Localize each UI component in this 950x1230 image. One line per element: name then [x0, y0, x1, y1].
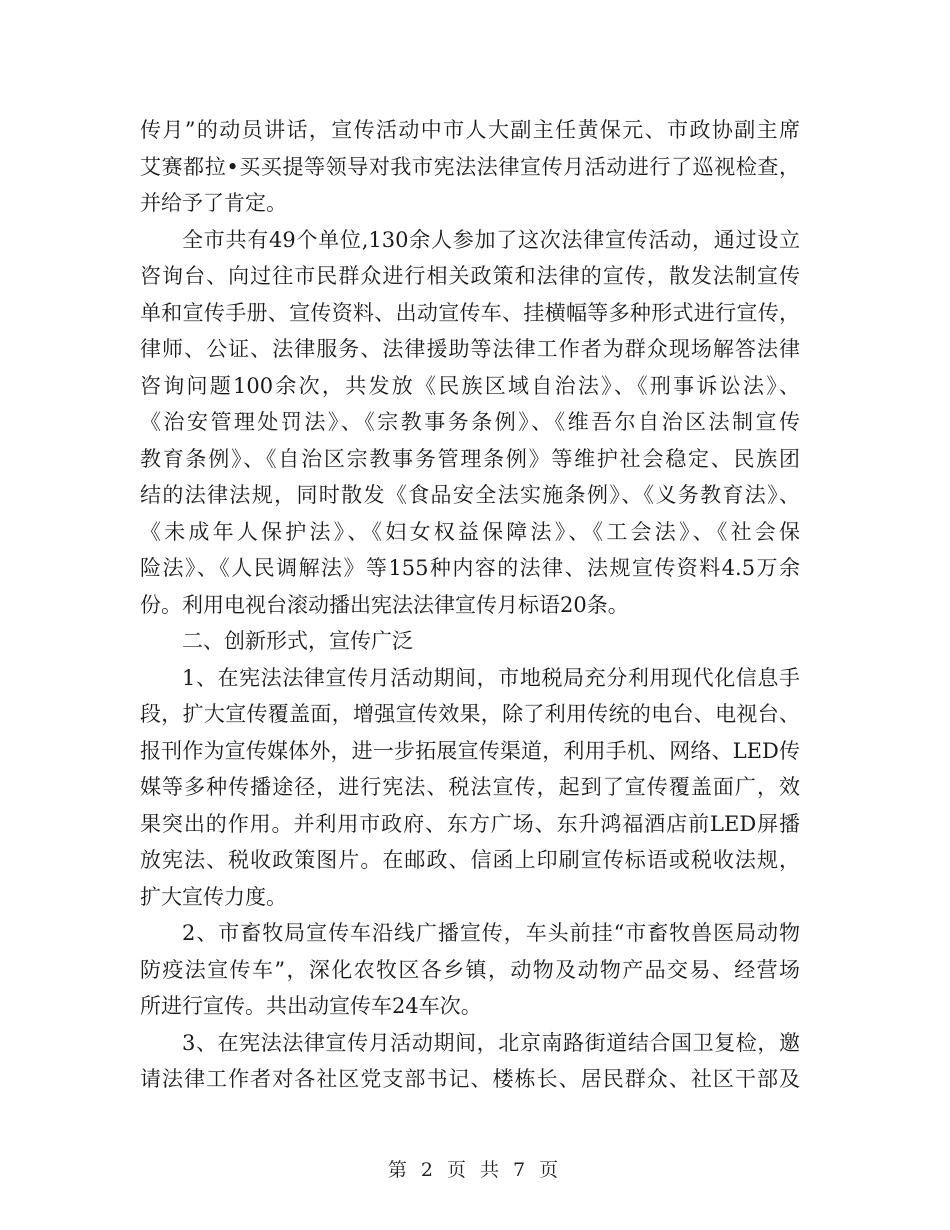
- text-line: 所进行宣传。共出动宣传车24车次。: [140, 994, 482, 1018]
- text-line: 险法》、《人民调解法》等155种内容的法律、法规宣传资料4.5万余: [140, 556, 800, 580]
- text-line: 《治安管理处罚法》、《宗教事务条例》、《维吾尔自治区法制宣传: [140, 410, 800, 434]
- text-line: 果突出的作用。并利用市政府、东方广场、东升鸿福酒店前LED屏播: [140, 811, 800, 836]
- text-line: 3、在宪法法律宣传月活动期间，北京南路街道结合国卫复检，邀: [182, 1030, 800, 1055]
- text-line: 教育条例》、《自治区宗教事务管理条例》等维护社会稳定、民族团: [140, 446, 800, 471]
- text-line: 请法律工作者对各社区党支部书记、楼栋长、居民群众、社区干部及: [140, 1067, 800, 1091]
- text-line: 单和宣传手册、宣传资料、出动宣传车、挂横幅等多种形式进行宣传，: [140, 300, 800, 325]
- text-line: 媒等多种传播途径，进行宪法、税法宣传，起到了宣传覆盖面广，效: [140, 775, 800, 799]
- text-line: 1、在宪法法律宣传月活动期间，市地税局充分利用现代化信息手: [182, 665, 800, 690]
- body-text: [140, 112, 800, 1098]
- section-heading: 二、创新形式，宣传广泛: [182, 629, 413, 653]
- text-line: 结的法律法规，同时散发《食品安全法实施条例》、《义务教育法》、: [140, 483, 800, 507]
- text-line: 报刊作为宣传媒体外，进一步拓展宣传渠道，利用手机、网络、LED传: [140, 738, 800, 763]
- text-line: 防疫法宣传车”，深化农牧区各乡镇，动物及动物产品交易、经营场: [140, 957, 800, 982]
- text-line: 放宪法、税收政策图片。在邮政、信函上印刷宣传标语或税收法规，: [140, 848, 800, 872]
- text-line: 咨询台、向过往市民群众进行相关政策和法律的宣传，散发法制宣传: [140, 264, 800, 288]
- text-line: 咨询问题100余次，共发放《民族区域自治法》、《刑事诉讼法》、: [140, 373, 800, 398]
- text-line: 份。利用电视台滚动播出宪法法律宣传月标语20条。: [140, 592, 629, 617]
- page-number-footer: 第 2 页 共 7 页: [387, 1159, 563, 1181]
- text-line: 并给予了肯定。: [140, 191, 287, 215]
- text-line: 2、市畜牧局宣传车沿线广播宣传，车头前挂“市畜牧兽医局动物: [182, 921, 800, 945]
- text-line: 全市共有49个单位,130余人参加了这次法律宣传活动，通过设立: [182, 227, 800, 252]
- text-line: 艾赛都拉•买买提等领导对我市宪法法律宣传月活动进行了巡视检查，: [140, 154, 800, 179]
- text-line: 段，扩大宣传覆盖面，增强宣传效果，除了利用传统的电台、电视台、: [140, 702, 800, 726]
- text-line: 《未成年人保护法》、《妇女权益保障法》、《工会法》、《社会保: [140, 519, 800, 544]
- text-line: 扩大宣传力度。: [140, 884, 287, 909]
- text-line: 传月”的动员讲话，宣传活动中市人大副主任黄保元、市政协副主席: [140, 118, 800, 142]
- text-line: 律师、公证、法律服务、法律援助等法律工作者为群众现场解答法律: [140, 337, 800, 361]
